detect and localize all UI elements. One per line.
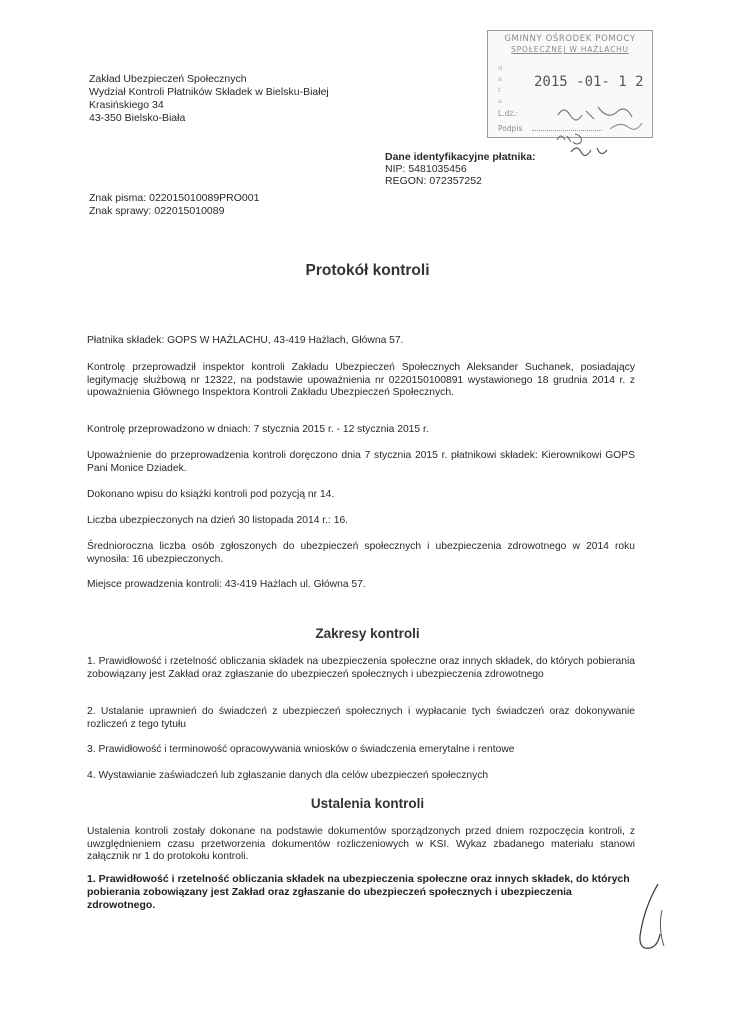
stamp-date: 2015 -01- 1 2 [534,74,644,90]
inspector-paragraph: Kontrolę przeprowadził inspektor kontroli Zakładu Ubezpieczeń Społecznych Aleksander Suchanek, posiadający legitymację służbową nr 12322, na podstawie upoważnienia nr 0220150100891 wystawionego 18 grudnia 2014 r. z upoważnienia Głównego Inspektora Kontroli Zakładu Ubezpieczeń Społecznych. [87,362,635,398]
stamp-signature-line [532,130,602,131]
sender-line-2: Wydział Kontroli Płatników Składek w Bielsku-Białej [89,86,329,98]
sender-line-3: Krasińskiego 34 [89,99,164,111]
received-stamp [487,30,653,138]
sender-line-4: 43-350 Bielsko-Biała [89,112,186,124]
stamp-line-2: SPOŁECZNEJ W HAŻLACHU [511,45,629,54]
stamp-handwriting-icon [548,93,648,133]
ref-sprawy: Znak sprawy: 022015010089 [89,205,225,217]
payer-identification [385,151,536,187]
stamp-podpis-label: Podpis [498,124,523,133]
payer-line: Płatnika składek: GOPS W HAŻLACHU, 43-419 Hażlach, Główna 57. [87,335,404,346]
scope-item: 2. Ustalanie uprawnień do świadczeń z ubezpieczeń społecznych i wypłacanie tych świadczeń oraz dokonywanie rozliczeń z tego tytułu [87,706,635,730]
section-title-zakresy: Zakresy kontroli [315,626,420,641]
stamp-side-letters: d a t a [498,64,503,105]
inspection-location: Miejsce prowadzenia kontroli: 43-419 Hażlach ul. Główna 57. [87,579,366,590]
stamp-line-1: GMINNY OŚRODEK POMOCY [504,34,636,44]
stamp-ldz-label: L.dz.: [498,109,519,118]
inspection-book-entry: Dokonano wpisu do książki kontroli pod pozycją nr 14. [87,489,335,500]
scope-item: 1. Prawidłowość i rzetelność obliczania składek na ubezpieczenia społeczne oraz innych składek, do których pobierania zobowiązany jest Zakład oraz zgłaszanie do ubezpieczeń społecznych i ubezpieczenia zdrowotnego [87,656,635,680]
payer-nip: NIP: 5481035456 [385,163,467,175]
scope-item: 3. Prawidłowość i terminowość opracowywania wniosków o świadczenia emerytalne i rentowe [87,744,515,755]
section-title-ustalenia: Ustalenia kontroli [310,796,425,811]
insured-count: Liczba ubezpieczonych na dzień 30 listopada 2014 r.: 16. [87,515,349,526]
sender-line-1: Zakład Ubezpieczeń Społecznych [89,73,247,85]
signature-icon [628,880,678,960]
average-insured: Średnioroczna liczba osób zgłoszonych do ubezpieczeń społecznych i ubezpieczenia zdrowotnego w 2014 roku wynosiła: 16 ubezpieczonych. [87,541,635,565]
inspection-dates: Kontrolę przeprowadzono w dniach: 7 stycznia 2015 r. - 12 stycznia 2015 r. [87,424,429,435]
payer-id-header: Dane identyfikacyjne płatnika: [385,151,536,163]
reference-numbers [89,192,259,218]
ref-pisma: Znak pisma: 022015010089PRO001 [89,192,260,204]
authorization-delivery: Upoważnienie do przeprowadzenia kontroli doręczono dnia 7 stycznia 2015 r. płatnikowi składek: Kierownikowi GOPS Pani Monice Dziadek. [87,450,635,474]
scope-item: 4. Wystawianie zaświadczeń lub zgłaszanie danych dla celów ubezpieczeń społecznych [87,770,489,781]
page-title: Protokół kontroli [305,262,430,279]
findings-intro: Ustalenia kontroli zostały dokonane na podstawie dokumentów sporządzonych przed dniem rozpoczęcia kontroli, z uwzględnieniem czasu przetworzenia dokumentów rozliczeniowych w KSI. Wykaz zbadanego materiału stanowi załącznik nr 1 do protokołu kontroli. [87,826,635,862]
findings-point-1: 1. Prawidłowość i rzetelność obliczania składek na ubezpieczenia społeczne oraz innych składek, do których pobierania zobowiązany jest Zakład oraz zgłaszanie do ubezpieczeń społecznych i ubezpieczenia zdrowotnego. [87,873,630,911]
payer-regon: REGON: 072357252 [385,175,482,187]
sender-address [89,73,329,125]
